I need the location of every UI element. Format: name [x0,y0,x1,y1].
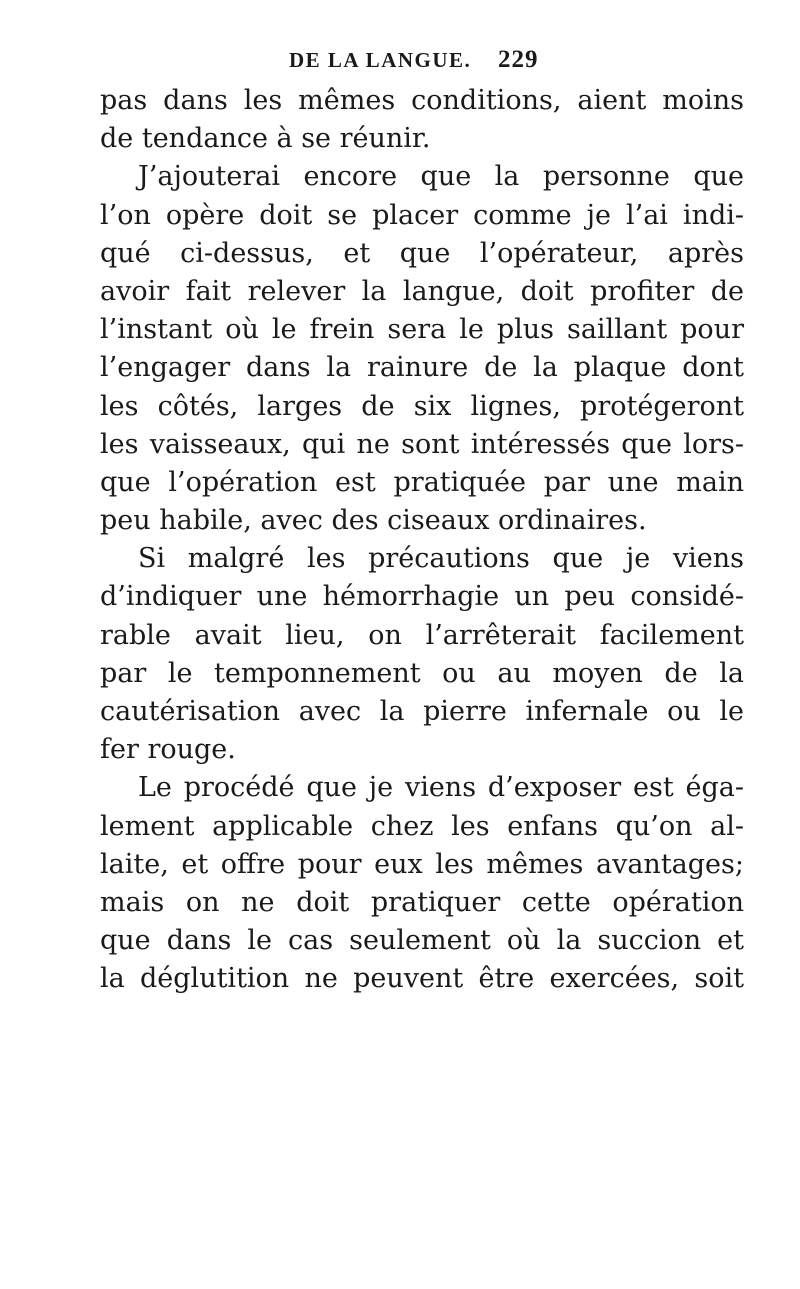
text-line: mais on ne doit pratiquer cette opération [100,886,744,918]
text-line: les vaisseaux, qui ne sont intéressés que lors- [100,428,744,460]
text-line: les côtés, larges de six lignes, protégeront [100,390,744,422]
text-line: Si malgré les précautions que je viens [138,543,744,575]
text-line: lement applicable chez les enfans qu’on al- [100,810,744,842]
text-line: rable avait lieu, on l’arrêterait facilement [100,619,744,651]
text-line: la déglutition ne peuvent être exercées, soit [100,963,744,995]
running-head [0,48,800,78]
running-title: DE LA LANGUE. [289,48,472,72]
text-line: de tendance à se réunir. [100,123,431,155]
text-line: l’on opère doit se placer comme je l’ai indi- [100,199,744,231]
text-line: pas dans les mêmes conditions, aient moins [100,85,744,116]
text-line: l’engager dans la rainure de la plaque dont [100,352,744,384]
text-line: peu habile, avec des ciseaux ordinaires. [100,505,647,537]
text-line: par le temponnement ou au moyen de la [100,657,744,689]
text-line: que dans le cas seulement où la succion et [100,925,744,957]
text-line: J’ajouterai encore que la personne que [138,161,744,193]
text-line: cautérisation avec la pierre infernale ou le [100,696,744,727]
page-number: 229 [498,46,539,73]
text-line: que l’opération est pratiquée par une main [100,466,744,498]
body-text [100,82,750,999]
text-line: fer rouge. [100,734,236,766]
text-line: l’instant où le frein sera le plus saillant pour [100,314,744,346]
text-line: qué ci-dessus, et que l’opérateur, après [100,237,744,269]
text-line: avoir fait relever la langue, doit profiter de [100,275,744,307]
text-line: d’indiquer une hémorrhagie un peu considé- [100,581,744,613]
text-line: Le procédé que je viens d’exposer est éga- [138,772,744,804]
text-line: laite, et offre pour eux les mêmes avantages; [100,848,744,880]
